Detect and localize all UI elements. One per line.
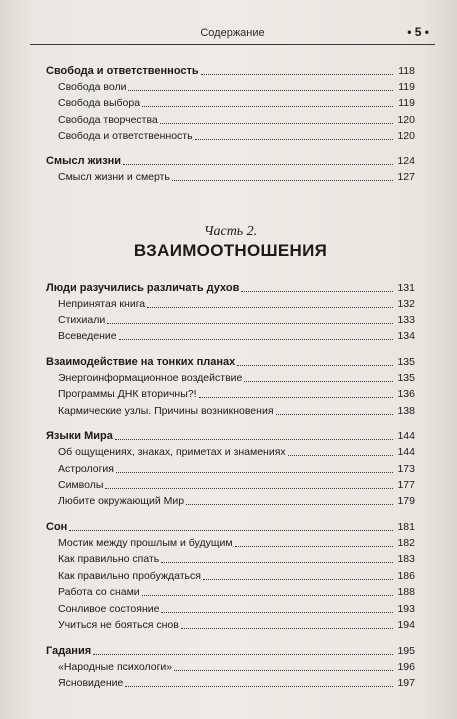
toc-entry-label: Сон [46,521,68,533]
toc-entry-label: Сонливое состояние [58,603,160,615]
toc-entry-page: 127 [397,171,415,183]
toc-entry-page: 132 [397,298,415,310]
toc-entry-label: Любите окружающий Мир [58,495,185,507]
toc-entry-page: 182 [397,537,415,549]
dot-leader [142,595,393,596]
part-title: ВЗАИМООТНОШЕНИЯ [133,241,328,260]
toc-section-row [46,583,415,599]
toc-section-row [46,78,415,94]
toc-chapter-row [46,152,415,168]
header-title: Содержание [200,27,265,39]
toc-entry-page: 195 [397,645,415,657]
toc-entry-label: Энергоинформационное воздействие [58,372,243,384]
dot-leader [186,504,393,505]
toc-section-row [46,127,415,143]
toc-entry-label: Ясновидение [58,677,124,689]
toc-entry-label: Работа со снами [58,586,140,598]
toc-chapter-row [46,642,415,658]
toc-entry-page: 118 [398,65,415,77]
toc-section-row [46,567,415,583]
dot-leader [93,654,393,655]
toc-entry-page: 183 [397,553,415,565]
dot-leader [123,164,393,165]
toc-entry-label: Свобода выбора [58,97,141,109]
dot-leader [116,472,393,473]
toc-entry-label: Свобода воли [58,81,127,93]
dot-leader [276,414,393,415]
toc-entry-page: 124 [397,155,415,167]
toc-entry-page: 179 [397,495,415,507]
toc-entry-label: Смысл жизни [46,155,122,167]
toc-entry-page: 133 [397,314,415,326]
dot-leader [237,365,393,366]
toc-section-row [46,311,415,327]
toc-entry-page: 120 [397,130,415,142]
toc-entry-page: 181 [397,521,415,533]
dot-leader [244,381,393,382]
toc-section-row [46,94,415,110]
dot-leader [147,307,393,308]
toc-entry-page: 197 [397,677,415,689]
toc-entry-label: Как правильно пробуждаться [58,570,201,582]
toc-entry-label: Об ощущениях, знаках, приметах и знамениях [58,446,286,458]
toc-entry-page: 144 [397,430,415,442]
dot-leader [161,612,393,613]
toc-entry-label: Учиться не бояться снов [58,619,179,631]
toc-chapter-row [46,427,415,443]
dot-leader [161,562,393,563]
toc-entry-page: 177 [397,479,415,491]
toc-entry-label: Люди разучились различать духов [46,282,240,294]
toc-entry-label: Свобода и ответственность [46,65,199,77]
toc-section-row [46,369,415,385]
dot-leader [203,579,393,580]
toc-entry-page: 119 [398,81,415,93]
toc-entry-page: 196 [397,661,415,673]
dot-leader [199,397,393,398]
toc-entry-label: Языки Мира [46,430,113,442]
toc-entry-label: Как правильно спать [58,553,160,565]
toc-entry-label: Мостик между прошлым и будущим [58,537,233,549]
dot-leader [174,670,393,671]
toc-entry-page: 194 [397,619,415,631]
dot-leader [288,455,393,456]
toc-section-row [46,111,415,127]
toc-chapter-row [46,62,415,78]
toc-section-row [46,385,415,401]
toc-entry-page: 136 [397,388,415,400]
toc-section-row [46,168,415,184]
toc-entry-label: Взаимодействие на тонких планах [46,356,236,368]
toc-section-row [46,600,415,616]
toc-entry-label: Непринятая книга [58,298,146,310]
toc-entry-page: 138 [397,405,415,417]
toc-entry-page: 131 [397,282,415,294]
toc-chapter-row [46,279,415,295]
toc-chapter-row [46,353,415,369]
toc-entry-page: 134 [397,330,415,342]
toc-section-row [46,550,415,566]
part-label: Часть 2. [203,224,258,239]
dot-leader [201,74,393,75]
toc-section-row [46,443,415,459]
toc-entry-page: 193 [397,603,415,615]
toc-entry-label: Всеведение [58,330,117,342]
toc-chapter-row [46,518,415,534]
toc-section-row [46,534,415,550]
toc-entry-page: 135 [397,356,415,368]
toc-section-row [46,476,415,492]
dot-leader [115,439,393,440]
running-header [30,22,435,45]
toc-entry-label: Программы ДНК вторичны?! [58,388,197,400]
dot-leader [181,628,393,629]
dot-leader [172,180,393,181]
dot-leader [69,530,393,531]
toc-entry-page: 120 [397,114,415,126]
toc-entry-label: «Народные психологи» [58,661,173,673]
toc-entry-label: Гадания [46,645,92,657]
toc-entry-label: Свобода творчества [58,114,158,126]
toc-section-row [46,616,415,632]
toc-section-row [46,460,415,476]
toc-entry-page: 135 [397,372,415,384]
dot-leader [125,686,393,687]
dot-leader [195,139,393,140]
toc-entry-page: 188 [397,586,415,598]
dot-leader [128,90,393,91]
dot-leader [105,488,393,489]
dot-leader [107,323,393,324]
toc-entry-page: 119 [398,97,415,109]
dot-leader [142,106,393,107]
dot-leader [235,546,393,547]
toc-section-row [46,674,415,690]
toc-section-row [46,658,415,674]
toc-entry-label: Смысл жизни и смерть [58,171,170,183]
page-number: • 5 • [407,25,429,39]
dot-leader [241,291,393,292]
toc-section-row [46,492,415,508]
toc-entry-label: Стихиали [58,314,106,326]
toc-entry-page: 186 [397,570,415,582]
toc-entry-page: 173 [397,463,415,475]
toc-entry-label: Символы [58,479,104,491]
toc-entry-label: Астрология [58,463,114,475]
toc-entry-label: Кармические узлы. Причины возникновения [58,405,274,417]
toc-section-row [46,327,415,343]
dot-leader [160,123,393,124]
toc-entry-label: Свобода и ответственность [58,130,193,142]
toc-section-row [46,295,415,311]
dot-leader [119,339,393,340]
toc-entry-page: 144 [397,446,415,458]
toc-section-row [46,402,415,418]
